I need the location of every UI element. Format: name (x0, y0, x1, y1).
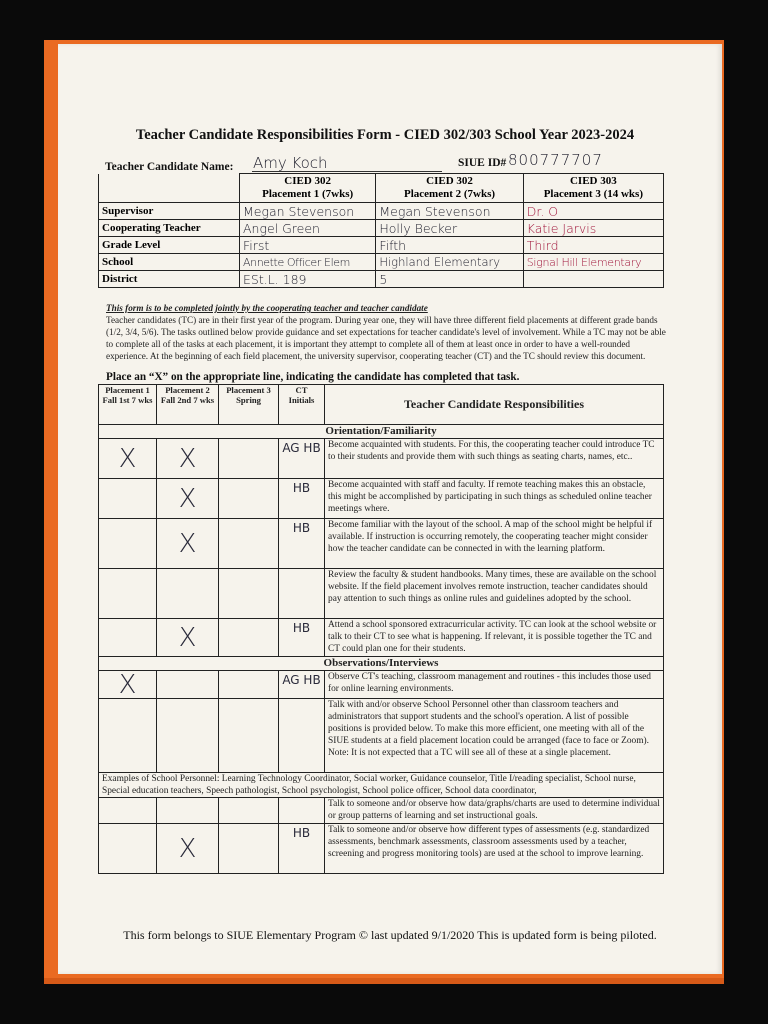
placement-2-header: CIED 302 Placement 2 (7wks) (376, 174, 523, 203)
placements-corner (99, 174, 240, 203)
candidate-name-label: Teacher Candidate Name: (105, 161, 234, 173)
grade-level-p3[interactable]: Third (523, 237, 663, 254)
placement-1-header: CIED 302 Placement 1 (7wks) (240, 174, 376, 203)
responsibilities-table (98, 384, 664, 874)
section-observations: Observations/Interviews (99, 657, 664, 671)
school-p3[interactable]: Signal Hill Elementary (523, 254, 663, 271)
table-row (99, 619, 664, 657)
task-1-p1[interactable]: X (99, 439, 157, 479)
district-p1[interactable]: ESt.L. 189 (240, 271, 376, 288)
task-8-text: Talk to someone and/or observe how data/graphs/charts are used to determine individual or group patterns of learning and set instructional goals. (325, 798, 664, 824)
table-row (99, 569, 664, 619)
table-row (99, 439, 664, 479)
place-x-instruction: Place an “X” on the appropriate line, indicating the candidate has completed that task. (106, 371, 520, 383)
header-placement-3: Placement 3 Spring (219, 385, 279, 425)
task-5-ct-initials[interactable]: HB (279, 619, 325, 657)
task-6-p1[interactable]: X (99, 671, 157, 699)
task-2-p3[interactable] (219, 479, 279, 519)
task-1-text: Become acquainted with students. For this, the cooperating teacher could introduce TC to their students and provide them with such things as seating charts, names, etc.. (325, 439, 664, 479)
task-8-ct-initials[interactable] (279, 798, 325, 824)
header-placement-1: Placement 1 Fall 1st 7 wks (99, 385, 157, 425)
task-1-ct-initials[interactable]: AG HB (279, 439, 325, 479)
table-row (99, 824, 664, 874)
task-8-p3[interactable] (219, 798, 279, 824)
cooperating-teacher-p1[interactable]: Angel Green (240, 220, 376, 237)
task-4-p1[interactable] (99, 569, 157, 619)
table-row (99, 699, 664, 773)
task-4-ct-initials[interactable] (279, 569, 325, 619)
cooperating-teacher-p3[interactable]: Katie Jarvis (523, 220, 663, 237)
placement-3-header: CIED 303 Placement 3 (14 wks) (523, 174, 663, 203)
task-3-ct-initials[interactable]: HB (279, 519, 325, 569)
task-2-p2[interactable]: X (157, 479, 219, 519)
folder-edge (44, 978, 724, 984)
footer-note: This form belongs to SIUE Elementary Program © last updated 9/1/2020 This is updated form is being piloted. (123, 928, 657, 942)
task-1-p3[interactable] (219, 439, 279, 479)
task-9-ct-initials[interactable]: HB (279, 824, 325, 874)
siue-id-label: SIUE ID# (458, 157, 507, 169)
task-3-p3[interactable] (219, 519, 279, 569)
task-5-text: Attend a school sponsored extracurricular activity. TC can look at the school website or talk to their CT to see what is happening. If relevant, it is possible together the TC and CT could plan one for their students. (325, 619, 664, 657)
table-row (99, 671, 664, 699)
cooperating-teacher-p2[interactable]: Holly Becker (376, 220, 523, 237)
task-2-ct-initials[interactable]: HB (279, 479, 325, 519)
task-5-p2[interactable]: X (157, 619, 219, 657)
row-label-grade-level: Grade Level (99, 237, 240, 254)
school-personnel-examples: Examples of School Personnel: Learning Technology Coordinator, Social worker, Guidance counselor, Title I/reading specialist, School nurse, Special education teachers, Speech pathologist, School psychologist, School police officer, School data coordinator, (99, 773, 664, 798)
candidate-name-value[interactable]: Amy Koch (253, 154, 328, 172)
header-placement-2: Placement 2 Fall 2nd 7 wks (157, 385, 219, 425)
task-4-p2[interactable] (157, 569, 219, 619)
task-5-p3[interactable] (219, 619, 279, 657)
grade-level-p1[interactable]: First (240, 237, 376, 254)
task-8-p1[interactable] (99, 798, 157, 824)
instructions-title: This form is to be completed jointly by the cooperating teacher and teacher candidate (106, 303, 428, 313)
task-7-p1[interactable] (99, 699, 157, 773)
task-2-text: Become acquainted with staff and faculty. If remote teaching makes this an obstacle, this might be accomplished by participating in such things as scheduled online teacher meetings where. (325, 479, 664, 519)
row-label-district: District (99, 271, 240, 288)
task-9-text: Talk to someone and/or observe how different types of assessments (e.g. standardized assessments, benchmark assessments, classroom assessments used by a teacher, screening and progress monitoring tools) are used at the school to improve learning. (325, 824, 664, 874)
task-6-ct-initials[interactable]: AG HB (279, 671, 325, 699)
school-p1[interactable]: Annette Officer Elem (240, 254, 376, 271)
form-title: Teacher Candidate Responsibilities Form - CIED 302/303 School Year 2023-2024 (135, 127, 635, 143)
candidate-name-line (252, 171, 442, 172)
task-9-p2[interactable]: X (157, 824, 219, 874)
supervisor-p3[interactable]: Dr. O (523, 203, 663, 220)
grade-level-p2[interactable]: Fifth (376, 237, 523, 254)
school-p2[interactable]: Highland Elementary (376, 254, 523, 271)
row-label-cooperating-teacher: Cooperating Teacher (99, 220, 240, 237)
placements-table (98, 173, 664, 288)
section-orientation: Orientation/Familiarity (99, 425, 664, 439)
task-9-p1[interactable] (99, 824, 157, 874)
task-7-ct-initials[interactable] (279, 699, 325, 773)
instructions-body: Teacher candidates (TC) are in their first year of the program. During year one, they will have three different field placements at different grade bands (1/2, 3/4, 5/6). The tasks outlined below provide guidance and set expectations for teacher candidate's level of involvement. While a TC may not be able to complete all of the tasks at each placement, it is important they attempt to complete all of them at least once in order to have a well-rounded experience. At the beginning of each field placement, the university supervisor, cooperating teacher (CT) and the TC should review this document. (106, 315, 666, 361)
instructions-block (106, 302, 666, 362)
district-p3[interactable] (523, 271, 663, 288)
task-1-p2[interactable]: X (157, 439, 219, 479)
task-7-text: Talk with and/or observe School Personnel other than classroom teachers and administrators that support students and the school's operation. A list of possible positions is provided below. To make this more efficient, one meeting with all of the SIUE students at a field placement location could be arranged (face to face or Zoom). Note: It is not expected that a TC will see all of these at a single placement. (325, 699, 664, 773)
district-p2[interactable]: 5 (376, 271, 523, 288)
task-7-p3[interactable] (219, 699, 279, 773)
header-responsibilities: Teacher Candidate Responsibilities (325, 385, 664, 425)
task-3-p1[interactable] (99, 519, 157, 569)
task-2-p1[interactable] (99, 479, 157, 519)
supervisor-p1[interactable]: Megan Stevenson (240, 203, 376, 220)
task-6-p2[interactable] (157, 671, 219, 699)
table-row (99, 479, 664, 519)
table-row (99, 519, 664, 569)
task-5-p1[interactable] (99, 619, 157, 657)
task-9-p3[interactable] (219, 824, 279, 874)
row-label-school: School (99, 254, 240, 271)
task-8-p2[interactable] (157, 798, 219, 824)
task-3-text: Become familiar with the layout of the school. A map of the school might be helpful if available. If instruction is occurring remotely, the cooperating teacher might consider how the teacher candidate can be connected in with the learning platform. (325, 519, 664, 569)
task-3-p2[interactable]: X (157, 519, 219, 569)
task-4-text: Review the faculty & student handbooks. Many times, these are available on the school website. If the field placement involves remote instruction, teacher candidates should pay attention to such things as online rules and guidelines adopted by the school. (325, 569, 664, 619)
supervisor-p2[interactable]: Megan Stevenson (376, 203, 523, 220)
task-4-p3[interactable] (219, 569, 279, 619)
task-7-p2[interactable] (157, 699, 219, 773)
header-ct-initials: CT Initials (279, 385, 325, 425)
table-row (99, 798, 664, 824)
siue-id-value[interactable]: 800777707 (508, 151, 603, 169)
row-label-supervisor: Supervisor (99, 203, 240, 220)
task-6-p3[interactable] (219, 671, 279, 699)
task-6-text: Observe CT's teaching, classroom management and routines - this includes those used for online learning environments. (325, 671, 664, 699)
